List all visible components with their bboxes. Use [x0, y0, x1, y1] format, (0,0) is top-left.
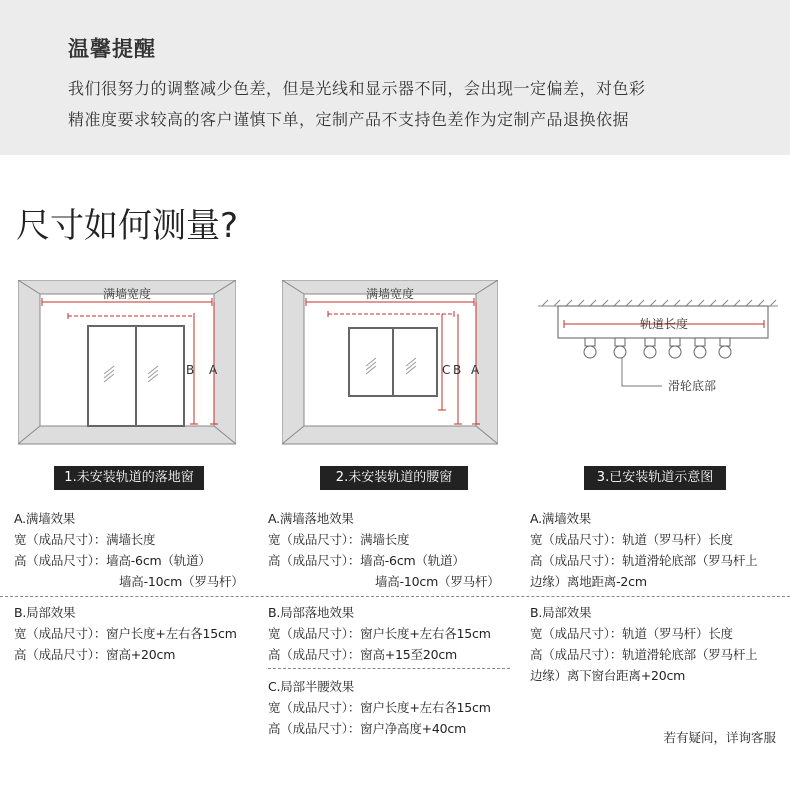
door-window — [88, 326, 184, 426]
b-label: B — [453, 363, 462, 377]
col3-b-height-2: 边缘）离下窗台距离+20cm — [530, 668, 686, 683]
col3-a-title: A.满墙效果 — [530, 511, 592, 526]
col1-a-height: 高（成品尺寸）：墙高-6cm（轨道） — [14, 553, 211, 568]
figure-waist-window — [282, 280, 498, 448]
col2-a-height-2: 墙高-10cm（罗马杆） — [375, 574, 500, 589]
page-title: 尺寸如何测量? — [16, 206, 239, 246]
col1-b-height: 高（成品尺寸）：窗高+20cm — [14, 647, 176, 662]
a-label: A — [471, 363, 480, 377]
b-label: B — [186, 363, 195, 377]
col2-c-title: C.局部半腰效果 — [268, 679, 355, 694]
window — [349, 328, 437, 396]
pulley-bottom-label: 滑轮底部 — [668, 379, 717, 393]
divider-dashed-col2 — [268, 668, 510, 669]
col1-a-title: A.满墙效果 — [14, 511, 76, 526]
wall-width-label: 满墙宽度 — [102, 287, 152, 301]
pulleys — [584, 338, 731, 358]
col3-b-title: B.局部效果 — [530, 605, 592, 620]
col3-b-height: 高（成品尺寸）：轨道滑轮底部（罗马杆上 — [530, 647, 758, 662]
notice-panel — [0, 0, 790, 155]
col2-b-title: B.局部落地效果 — [268, 605, 354, 620]
pulley-leader-line — [622, 358, 662, 386]
col2-c-width: 宽（成品尺寸）：窗户长度+左右各15cm — [268, 700, 491, 715]
col2-b-height: 高（成品尺寸）：窗高+15至20cm — [268, 647, 457, 662]
caption-installed-track: 3.已安装轨道示意图 — [584, 466, 726, 490]
col1-a-width: 宽（成品尺寸）：满墙长度 — [14, 532, 156, 547]
col1-b-width: 宽（成品尺寸）：窗户长度+左右各15cm — [14, 626, 237, 641]
col3-a-height-2: 边缘）离地距离-2cm — [530, 574, 647, 589]
col2-a-width: 宽（成品尺寸）：满墙长度 — [268, 532, 410, 547]
col2-c-height: 高（成品尺寸）：窗户净高度+40cm — [268, 721, 467, 736]
caption-waist-window: 2.未安装轨道的腰窗 — [320, 466, 468, 490]
col3-a-height: 高（成品尺寸）：轨道滑轮底部（罗马杆上 — [530, 553, 758, 568]
notice-line-1: 我们很努力的调整减少色差，但是光线和显示器不同，会出现一定偏差，对色彩 — [68, 79, 646, 98]
a-label: A — [209, 363, 218, 377]
divider-dashed — [0, 596, 790, 597]
wall-width-label: 满墙宽度 — [365, 287, 415, 301]
caption-floor-window: 1.未安装轨道的落地窗 — [54, 466, 204, 490]
col3-a-width: 宽（成品尺寸）：轨道（罗马杆）长度 — [530, 532, 733, 547]
notice-title: 温馨提醒 — [68, 36, 156, 61]
c-label: C — [442, 363, 451, 377]
notice-line-2: 精准度要求较高的客户谨慎下单，定制产品不支持色差作为定制产品退换依据 — [68, 110, 630, 129]
col3-b-width: 宽（成品尺寸）：轨道（罗马杆）长度 — [530, 626, 733, 641]
track-length-label: 轨道长度 — [639, 317, 689, 331]
col2-a-title: A.满墙落地效果 — [268, 511, 354, 526]
col2-a-height: 高（成品尺寸）：墙高-6cm（轨道） — [268, 553, 465, 568]
footer-contact-note: 若有疑问，详询客服 — [663, 730, 776, 745]
ceiling — [538, 300, 778, 306]
figure-installed-track — [534, 280, 780, 400]
col1-a-height-2: 墙高-10cm（罗马杆） — [119, 574, 244, 589]
col2-b-width: 宽（成品尺寸）：窗户长度+左右各15cm — [268, 626, 491, 641]
figure-floor-window — [18, 280, 236, 448]
col1-b-title: B.局部效果 — [14, 605, 76, 620]
